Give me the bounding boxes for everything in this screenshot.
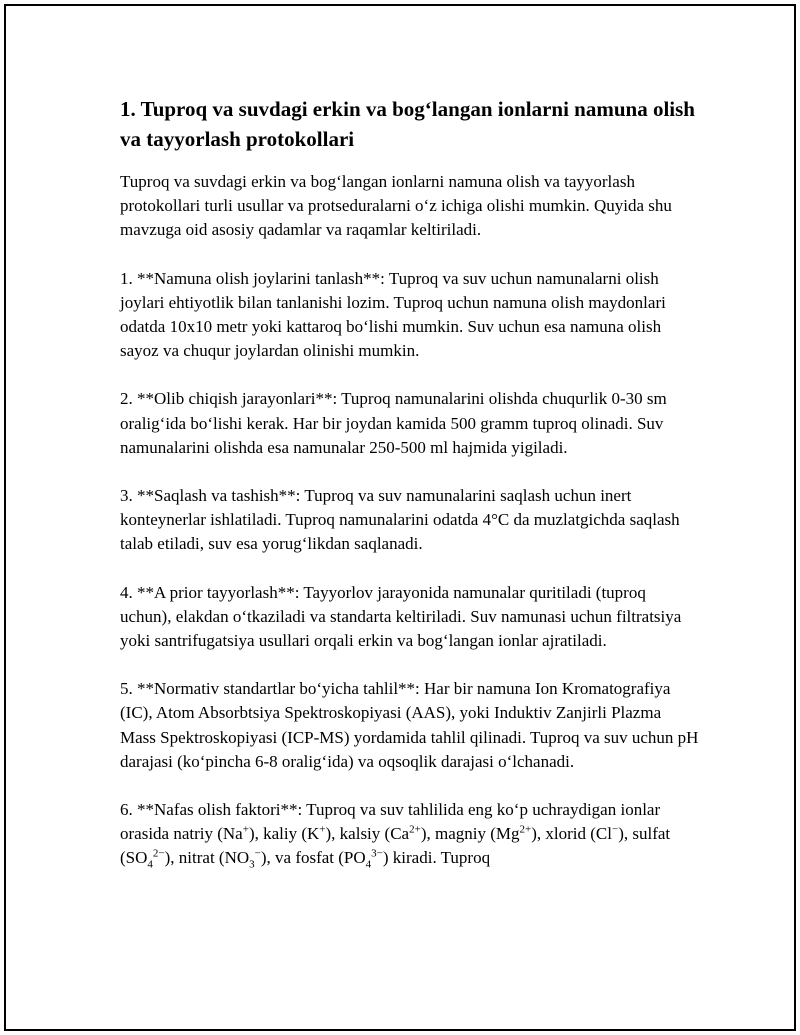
step-6-text: 6. **Nafas olish faktori**: Tuproq va suv tahlilida eng ko‘p uchraydigan ionlar orasida natriy (Na xyxy=(120,800,661,844)
ion-charge: + xyxy=(319,823,326,836)
ion-charge: 2+ xyxy=(409,823,421,836)
ion-subscript: 4 xyxy=(147,858,153,871)
step-6-text: ), kalsiy (Ca xyxy=(325,824,410,844)
ion-charge: + xyxy=(242,823,249,836)
step-6-text: ), nitrat (NO xyxy=(164,848,250,868)
ion-charge: 2+ xyxy=(519,823,532,836)
step-6-paragraph xyxy=(120,798,700,871)
step-6-text: ) kiradi. Tuproq xyxy=(382,848,491,868)
ion-charge: − xyxy=(611,823,619,836)
ion-charge: 2− xyxy=(152,847,165,860)
step-6-text: ), xlorid (Cl xyxy=(531,824,612,844)
step-6-text: ), sulfat (SO xyxy=(120,824,671,868)
ion-charge: 3− xyxy=(371,847,383,860)
step-5-paragraph: 5. **Normativ standartlar bo‘yicha tahlil**: Har bir namuna Ion Kromatografiya (IC), Atom Absorbtsiya Spektroskopiyasi (AAS), yoki Induktiv Zanjirli Plazma Mass Spektroskopiyasi (ICP-MS) yordamida tahlil qilinadi. Tuproq va suv uchun pH darajasi (ko‘pincha 6-8 oralig‘ida) va oqsoqlik darajasi o‘lchanadi. xyxy=(120,679,699,771)
step-2-paragraph: 2. **Olib chiqish jarayonlari**: Tuproq namunalarini olishda chuqurlik 0-30 sm oralig‘ida bo‘lishi kerak. Har bir joydan kamida 500 gramm tuproq olinadi. Suv namunalarini olishda esa namunalar 250-500 ml hajmida yigiladi. xyxy=(120,389,667,457)
document-title: 1. Tuproq va suvdagi erkin va bog‘langan ionlarni namuna olish va tayyorlash protokollari xyxy=(120,97,695,151)
step-3-paragraph: 3. **Saqlash va tashish**: Tuproq va suv namunalarini saqlash uchun inert konteynerlar ishlatiladi. Tuproq namunalarini odatda 4°C da muzlatgichda saqlash talab etiladi, suv esa yorug‘likdan saqlanadi. xyxy=(120,486,680,554)
step-4-paragraph: 4. **A prior tayyorlash**: Tayyorlov jarayonida namunalar quritiladi (tuproq uchun), elakdan o‘tkaziladi va standarta keltiriladi. Suv namunasi uchun filtratsiya yoki santrifugatsiya usullari orqali erkin va bog‘langan ionlar ajratiladi. xyxy=(120,582,682,651)
document-body xyxy=(120,94,700,895)
step-1-paragraph: 1. **Namuna olish joylarini tanlash**: Tuproq va suv uchun namunalarni olish joylari ehtiyotlik bilan tanlanishi lozim. Tuproq uchun namuna olish maydonlari odatda 10x10 metr yoki kattaroq bo‘lishi mumkin. Suv uchun esa namuna olish sayoz va chuqur joylardan olinishi mumkin. xyxy=(120,268,666,361)
ion-subscript: 4 xyxy=(365,858,372,871)
ion-subscript: 3 xyxy=(249,858,255,871)
step-6-text: ), kaliy (K xyxy=(248,824,320,844)
intro-paragraph: Tuproq va suvdagi erkin va bog‘langan ionlarni namuna olish va tayyorlash protokollari turli usullar va protseduralarni o‘z ichiga olishi mumkin. Quyida shu mavzuga oid asosiy qadamlar va raqamlar keltiriladi. xyxy=(120,172,672,240)
step-6-text: ), va fosfat (PO xyxy=(260,848,366,868)
ion-charge: − xyxy=(254,847,261,860)
page-frame xyxy=(4,4,796,1031)
step-6-text: ), magniy (Mg xyxy=(420,824,520,844)
